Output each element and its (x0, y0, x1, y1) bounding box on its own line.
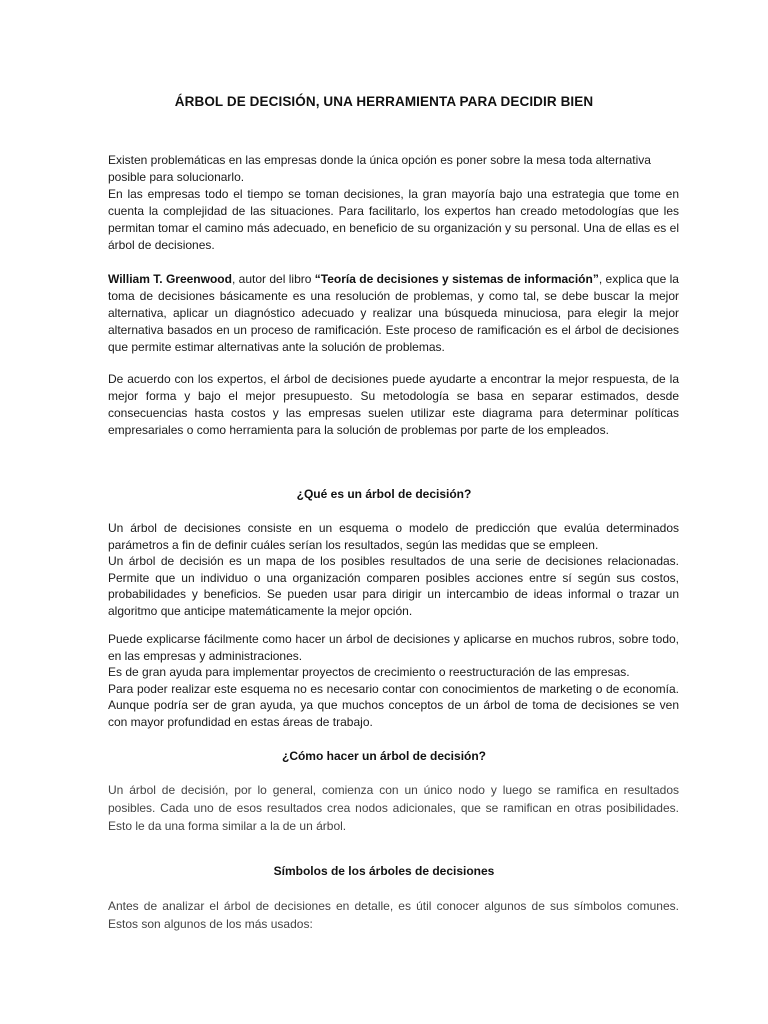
intro-paragraph-2: En las empresas todo el tiempo se toman decisiones, la gran mayoría bajo una estrategia que tome en cuenta la complejidad de las situaciones. Para facilitarlo, los expertos han creado metodologías que les permitan tomar el camino más adecuado, en beneficio de su organización y su personal. Una de ellas es el árbol de decisiones. (108, 187, 679, 252)
author-name: William T. Greenwood (108, 272, 232, 286)
greenwood-paragraph (108, 271, 679, 356)
section-que-es-body-2 (108, 631, 679, 730)
greenwood-text: , explica que la toma de decisiones básicamente es una resolución de problemas, y como tal, se debe buscar la mejor alternativa, aplicar un diagnóstico adecuado y realizar una búsqueda minuciosa, para elegir la mejor alternativa basados en un proceso de ramificación. Este proceso de ramificación es el árbol de decisiones que permite estimar alternativas ante la solución de problemas. (108, 272, 679, 354)
intro-paragraph-1: Existen problemáticas en las empresas donde la única opción es poner sobre la mesa toda alternativa posible para solucionarlo. (108, 153, 651, 184)
section-heading-simbolos: Símbolos de los árboles de decisiones (273, 864, 495, 878)
experts-paragraph: De acuerdo con los expertos, el árbol de decisiones puede ayudarte a encontrar la mejor respuesta, de la mejor forma y bajo el mejor presupuesto. Su metodología se basa en separar estimados, desde consecuencias hasta costos y las empresas suelen utilizar este diagrama para determinar políticas empresariales o como herramienta para la solución de problemas por parte de los empleados. (108, 372, 679, 437)
intro-section (108, 152, 679, 254)
que-es-paragraph-2: Un árbol de decisión es un mapa de los posibles resultados de una serie de decisiones relacionadas. Permite que un individuo o una organización comparen posibles acciones entre sí según sus costos, probabilidades y beneficios. Se pueden usar para dirigir un intercambio de ideas informal o trazar un algoritmo que anticipe matemáticamente la mejor opción. (108, 554, 679, 618)
como-hacer-paragraph: Un árbol de decisión, por lo general, comienza con un único nodo y luego se ramifica en resultados posibles. Cada uno de esos resultados crea nodos adicionales, que se ramifican en otras posibilidades. Esto le da una forma similar a la de un árbol. (108, 783, 679, 833)
book-title: “Teoría de decisiones y sistemas de información” (314, 272, 599, 286)
que-es-paragraph-3: Puede explicarse fácilmente como hacer un árbol de decisiones y aplicarse en muchos rubros, sobre todo, en las empresas y administraciones. (108, 632, 679, 663)
que-es-paragraph-5: Para poder realizar este esquema no es necesario contar con conocimientos de marketing o de economía. Aunque podría ser de gran ayuda, ya que muchos conceptos de un árbol de toma de decisiones se ven con mayor profundidad en estas áreas de trabajo. (108, 681, 679, 729)
document-title: ÁRBOL DE DECISIÓN, UNA HERRAMIENTA PARA DECIDIR BIEN (174, 94, 594, 109)
section-heading-que-es: ¿Qué es un árbol de decisión? (296, 487, 472, 501)
que-es-paragraph-4: Es de gran ayuda para implementar proyectos de crecimiento o reestructuración de las empresas. (108, 665, 630, 679)
simbolos-paragraph: Antes de analizar el árbol de decisiones en detalle, es útil conocer algunos de sus símbolos comunes. Estos son algunos de los más usados: (108, 899, 679, 931)
section-heading-como-hacer: ¿Cómo hacer un árbol de decisión? (281, 749, 487, 763)
que-es-paragraph-1: Un árbol de decisiones consiste en un esquema o modelo de predicción que evalúa determinados parámetros a fin de definir cuáles serían los resultados, según las medidas que se empleen. (108, 521, 679, 552)
greenwood-connector: , autor del libro (231, 272, 315, 286)
section-que-es-body (108, 520, 679, 619)
